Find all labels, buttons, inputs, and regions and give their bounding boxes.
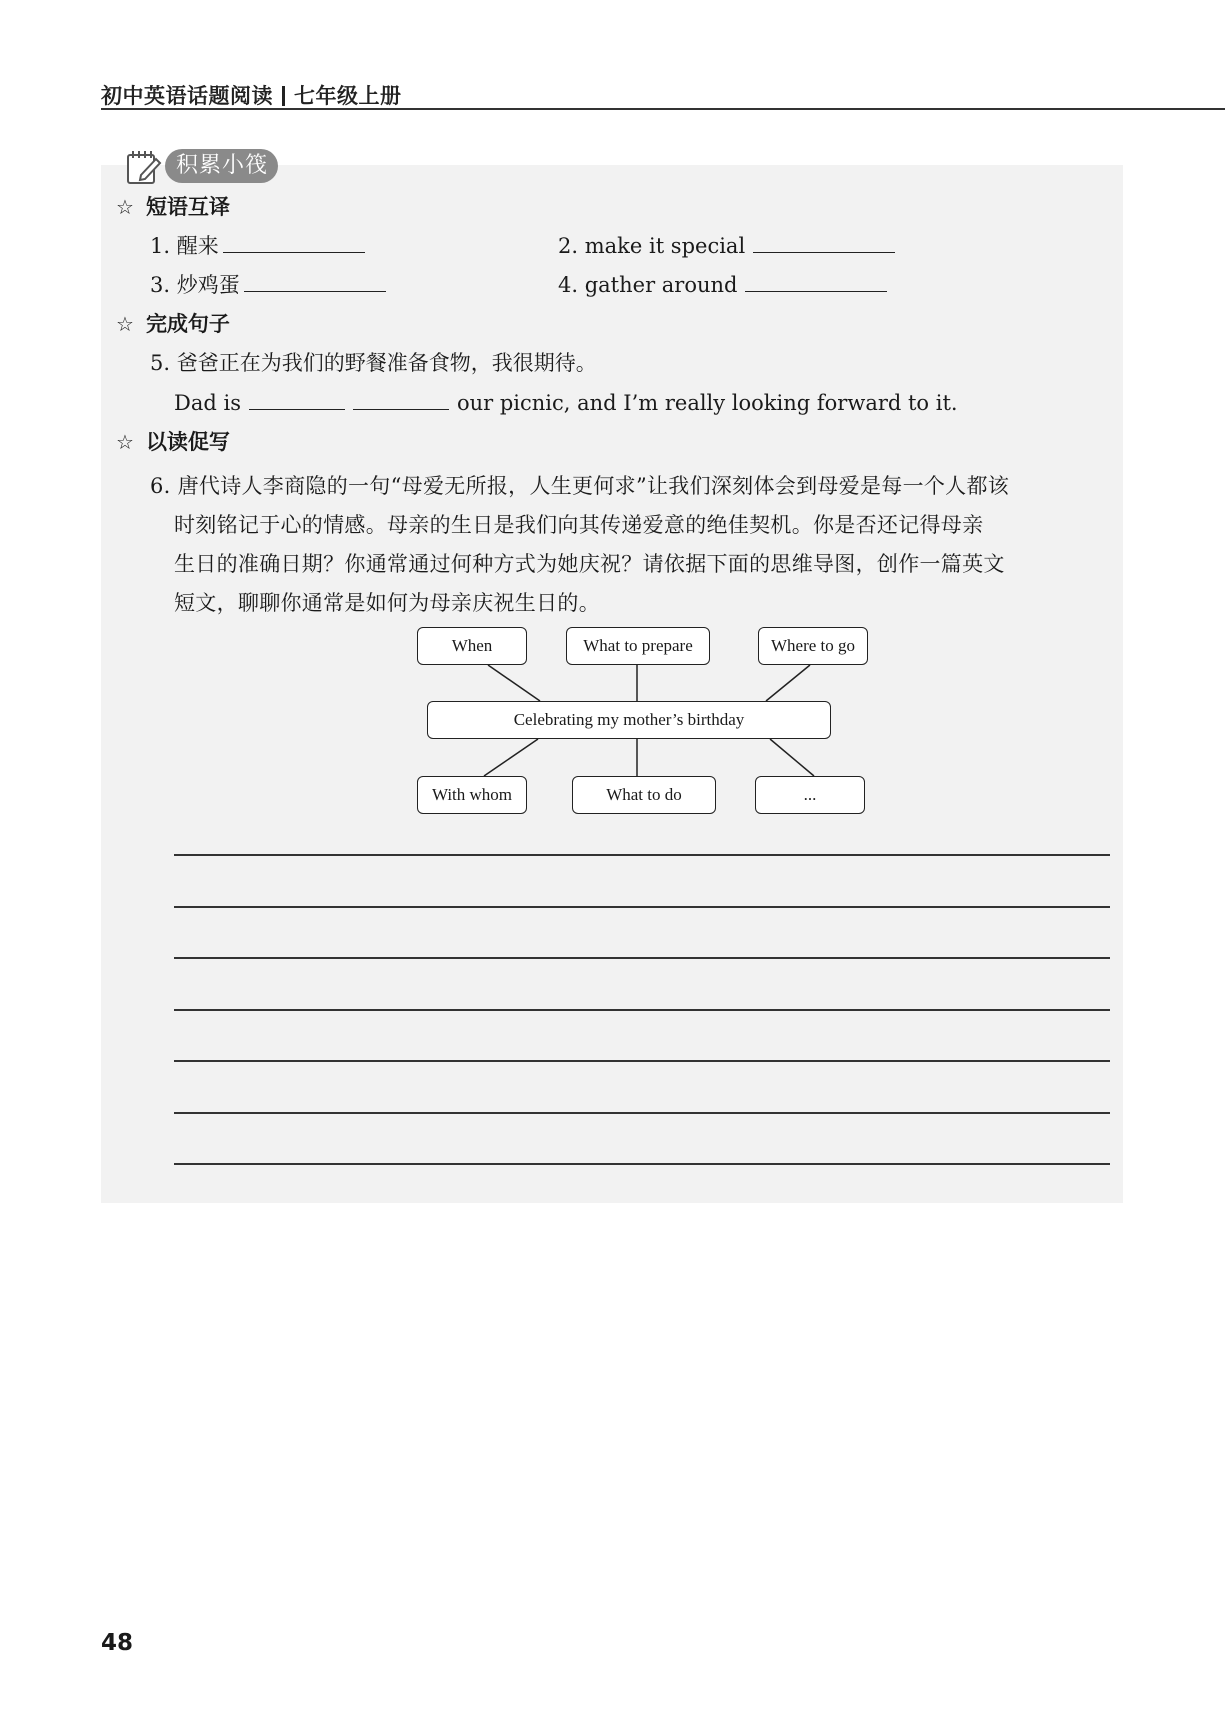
answer-blank[interactable]: [353, 391, 449, 410]
heading-text: 短语互译: [145, 195, 230, 219]
mindmap-node-where-to-go: Where to go: [758, 627, 868, 665]
mindmap-node-when: When: [417, 627, 527, 665]
book-header: [101, 80, 402, 110]
mindmap-node-with-whom: With whom: [417, 776, 527, 814]
page-number: 48: [101, 1630, 134, 1656]
heading-text: 完成句子: [145, 312, 230, 336]
writing-line[interactable]: [174, 957, 1110, 959]
phrase-text: 2. make it special: [558, 234, 746, 258]
writing-line[interactable]: [174, 1060, 1110, 1062]
answer-blank[interactable]: [223, 234, 365, 253]
q5-suffix: our picnic, and I’m really looking forward to it.: [456, 391, 958, 415]
q6-prompt: [150, 467, 1110, 623]
writing-line[interactable]: [174, 854, 1110, 856]
q6-line: 6. 唐代诗人李商隐的一句“母爱无所报，人生更何求”让我们深刻体会到母爱是每一个人都该: [150, 474, 1010, 498]
phrase-item-1: [150, 232, 365, 260]
q5-prefix: Dad is: [174, 391, 241, 415]
writing-line[interactable]: [174, 1112, 1110, 1114]
writing-line[interactable]: [174, 1009, 1110, 1011]
header-separator: [282, 86, 285, 106]
answer-blank[interactable]: [244, 273, 386, 292]
tab-label: 积累小筏: [175, 153, 268, 178]
section-heading-writing: [116, 428, 230, 456]
grade-label: 七年级上册: [294, 84, 402, 108]
phrase-item-2: [558, 232, 895, 260]
answer-blank[interactable]: [249, 391, 345, 410]
star-icon: ☆: [116, 312, 134, 336]
book-title: 初中英语话题阅读: [101, 84, 273, 108]
panel-tab: [124, 147, 284, 187]
q6-line: 生日的准确日期？你通常通过何种方式为她庆祝？请依据下面的思维导图，创作一篇英文: [174, 552, 1005, 576]
q6-line: 短文，聊聊你通常是如何为母亲庆祝生日的。: [174, 591, 600, 615]
phrase-item-3: [150, 271, 386, 299]
heading-text: 以读促写: [145, 430, 230, 454]
notepad-pencil-icon: [124, 147, 164, 187]
answer-blank[interactable]: [753, 234, 895, 253]
star-icon: ☆: [116, 430, 134, 454]
phrase-text: 3. 炒鸡蛋: [150, 273, 240, 297]
mindmap-node-more: ...: [755, 776, 865, 814]
writing-line[interactable]: [174, 1163, 1110, 1165]
section-heading-phrases: [116, 193, 230, 221]
mindmap-node-what-to-prepare: What to prepare: [566, 627, 710, 665]
phrase-item-4: [558, 271, 887, 299]
writing-line[interactable]: [174, 906, 1110, 908]
exercise-panel: [101, 165, 1123, 1203]
mindmap-center-node: Celebrating my mother’s birthday: [427, 701, 831, 739]
answer-blank[interactable]: [745, 273, 887, 292]
q5-chinese: 5. 爸爸正在为我们的野餐准备食物，我很期待。: [150, 351, 597, 375]
phrase-text: 4. gather around: [558, 273, 738, 297]
section-heading-sentences: [116, 310, 230, 338]
q5-english: [174, 389, 958, 417]
q6-line: 时刻铭记于心的情感。母亲的生日是我们向其传递爱意的绝佳契机。你是否还记得母亲: [174, 513, 984, 537]
phrase-text: 1. 醒来: [150, 234, 219, 258]
mindmap-node-what-to-do: What to do: [572, 776, 716, 814]
header-rule: [101, 108, 1225, 110]
star-icon: ☆: [116, 195, 134, 219]
